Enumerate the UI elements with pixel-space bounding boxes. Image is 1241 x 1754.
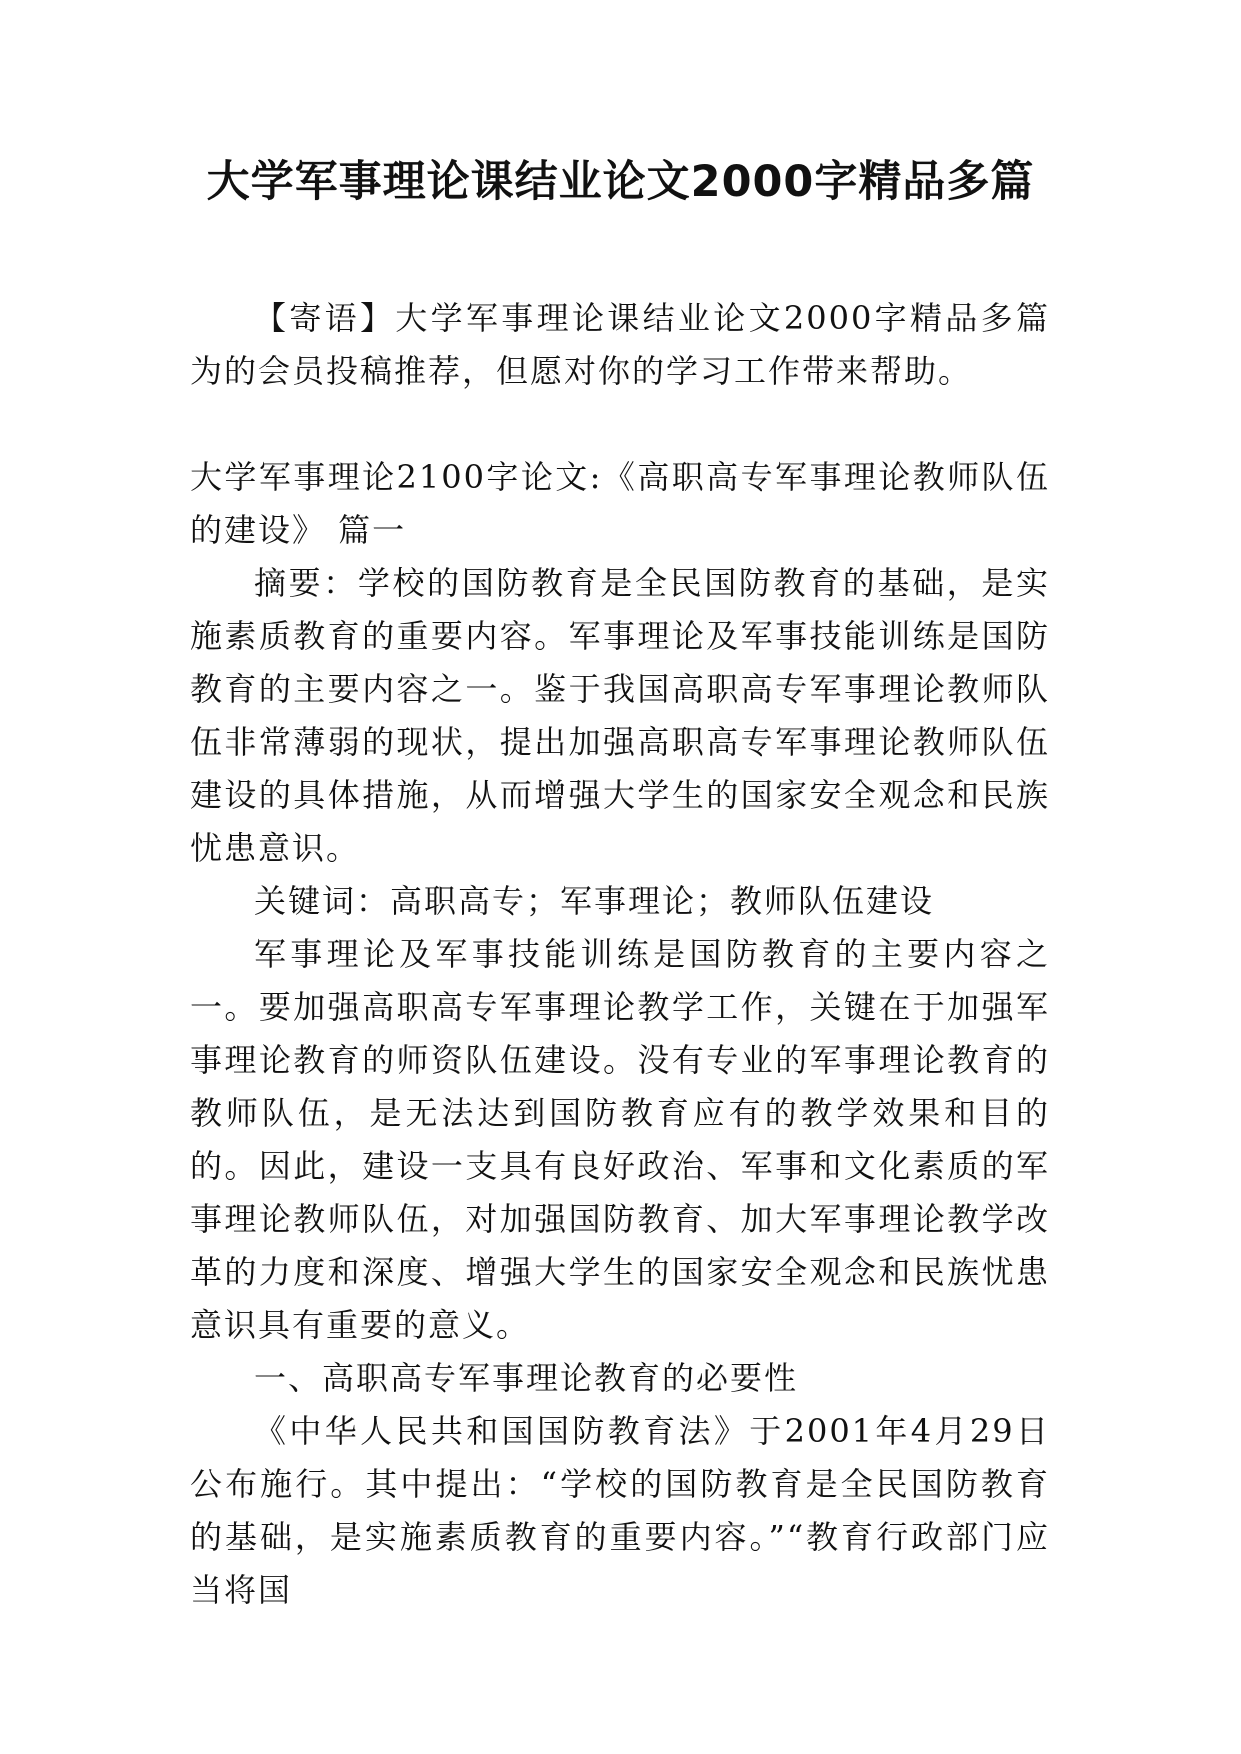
section-paragraph: 《中华人民共和国国防教育法》于2001年4月29日公布施行。其中提出：“学校的国防教育是全民国防教育的基础，是实施素质教育的重要内容。”“教育行政部门应当将国 [190,1412,1050,1609]
abstract-paragraph: 摘要：学校的国防教育是全民国防教育的基础，是实施素质教育的重要内容。军事理论及军事技能训练是国防教育的主要内容之一。鉴于我国高职高专军事理论教师队伍非常薄弱的现状，提出加强高职高专军事理论教师队伍建设的具体措施，从而增强大学生的国家安全观念和民族忧患意识。 [190,564,1050,867]
document-body [190,292,1050,1617]
document-title: 大学军事理论课结业论文2000字精品多篇 [206,157,1035,207]
article-heading: 大学军事理论2100字论文:《高职高专军事理论教师队伍的建设》 篇一 [190,458,1050,549]
intro-paragraph: 军事理论及军事技能训练是国防教育的主要内容之一。要加强高职高专军事理论教学工作，关键在于加强军事理论教育的师资队伍建设。没有专业的军事理论教育的教师队伍，是无法达到国防教育应有的教学效果和目的的。因此，建设一支具有良好政治、军事和文化素质的军事理论教师队伍，对加强国防教育、加大军事理论教学改革的力度和深度、增强大学生的国家安全观念和民族忧患意识具有重要的意义。 [190,935,1050,1344]
keywords-paragraph: 关键词：高职高专；军事理论；教师队伍建设 [254,882,935,920]
foreword-paragraph: 【寄语】大学军事理论课结业论文2000字精品多篇为的会员投稿推荐，但愿对你的学习工作带来帮助。 [190,299,1050,390]
section-heading: 一、高职高专军事理论教育的必要性 [254,1359,799,1397]
